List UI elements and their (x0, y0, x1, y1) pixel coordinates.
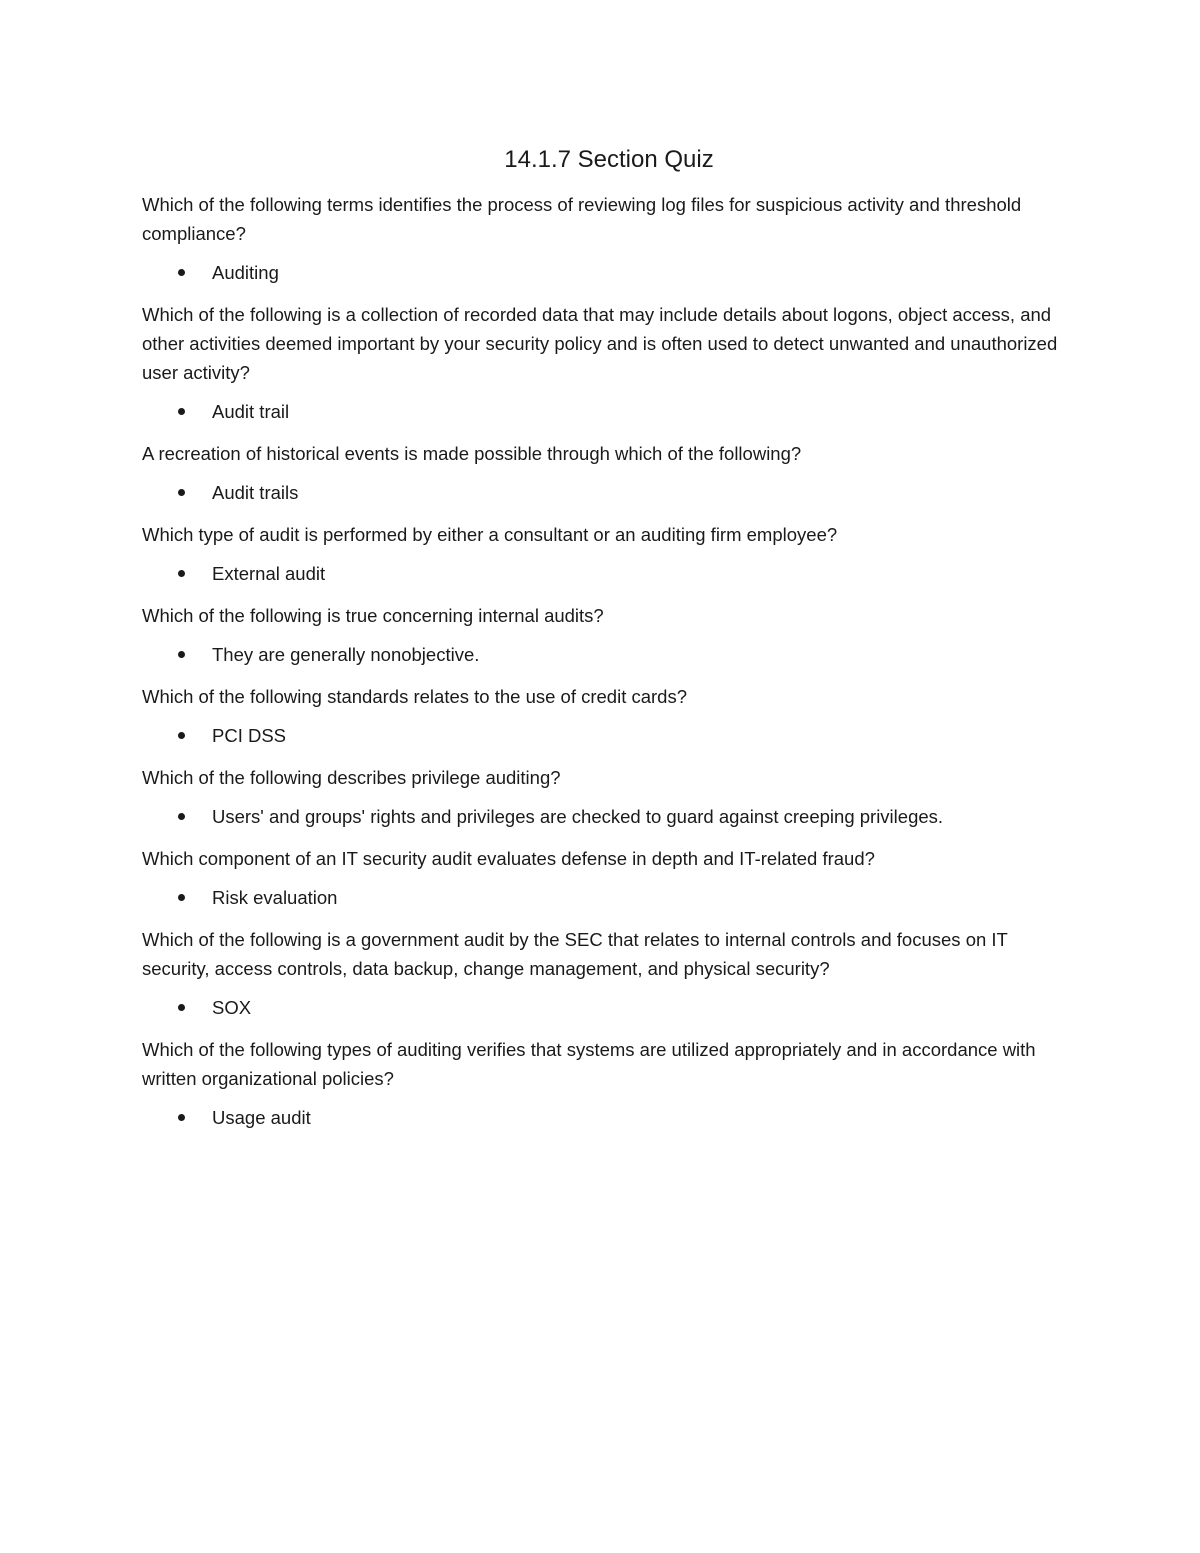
answer-text: PCI DSS (212, 725, 287, 746)
bullet-icon (178, 408, 185, 415)
answer-list (142, 559, 1062, 588)
question-text: Which type of audit is performed by either a consultant or an auditing firm employee? (142, 524, 838, 545)
answer-list (142, 721, 1062, 750)
quiz-item (142, 439, 1062, 507)
answer-text: They are generally nonobjective. (212, 644, 480, 665)
question-text: Which of the following is a collection of recorded data that may include details about logons, object access, and other activities deemed important by your security policy and is often used to detect unwanted and unauthorized user activity? (142, 304, 1058, 383)
answer-list (142, 478, 1062, 507)
answer-text: External audit (212, 563, 326, 584)
bullet-icon (178, 894, 185, 901)
bullet-icon (178, 570, 185, 577)
answer-item (142, 1103, 1062, 1132)
document-page (142, 140, 1062, 1145)
document-title: 14.1.7 Section Quiz (504, 146, 714, 173)
answer-item (142, 640, 1062, 669)
answer-text: Risk evaluation (212, 887, 338, 908)
answer-list (142, 397, 1062, 426)
answer-list (142, 883, 1062, 912)
quiz-item (142, 844, 1062, 912)
question-text: Which of the following standards relates to the use of credit cards? (142, 686, 688, 707)
answer-item (142, 802, 1062, 831)
answer-item (142, 993, 1062, 1022)
quiz-item (142, 1035, 1062, 1132)
bullet-icon (178, 732, 185, 739)
bullet-icon (178, 813, 185, 820)
quiz-item (142, 190, 1062, 287)
answer-text: Users' and groups' rights and privileges are checked to guard against creeping privileges. (212, 806, 944, 827)
answer-list (142, 802, 1062, 831)
question-text: Which of the following is true concerning internal audits? (142, 605, 604, 626)
answer-text: SOX (212, 997, 252, 1018)
answer-text: Auditing (212, 262, 279, 283)
quiz-item (142, 682, 1062, 750)
answer-text: Audit trail (212, 401, 290, 422)
bullet-icon (178, 269, 185, 276)
bullet-icon (178, 1004, 185, 1011)
bullet-icon (178, 1114, 185, 1121)
answer-list (142, 640, 1062, 669)
question-text: Which of the following terms identifies the process of reviewing log files for suspicious activity and threshold compliance? (142, 194, 1022, 244)
quiz-item (142, 520, 1062, 588)
answer-item (142, 258, 1062, 287)
bullet-icon (178, 651, 185, 658)
answer-text: Usage audit (212, 1107, 311, 1128)
answer-item (142, 883, 1062, 912)
quiz-item (142, 763, 1062, 831)
bullet-icon (178, 489, 185, 496)
quiz-item (142, 601, 1062, 669)
question-text: Which of the following describes privilege auditing? (142, 767, 561, 788)
answer-text: Audit trails (212, 482, 299, 503)
answer-item (142, 478, 1062, 507)
question-text: Which of the following types of auditing verifies that systems are utilized appropriately and in accordance with written organizational policies? (142, 1039, 1036, 1089)
answer-item (142, 559, 1062, 588)
quiz-item (142, 300, 1062, 426)
answer-item (142, 397, 1062, 426)
answer-item (142, 721, 1062, 750)
answer-list (142, 258, 1062, 287)
answer-list (142, 1103, 1062, 1132)
question-text: Which component of an IT security audit evaluates defense in depth and IT-related fraud? (142, 848, 875, 869)
question-text: Which of the following is a government audit by the SEC that relates to internal controls and focuses on IT security, access controls, data backup, change management, and physical security? (142, 929, 1008, 979)
quiz-item (142, 925, 1062, 1022)
question-text: A recreation of historical events is made possible through which of the following? (142, 443, 802, 464)
answer-list (142, 993, 1062, 1022)
